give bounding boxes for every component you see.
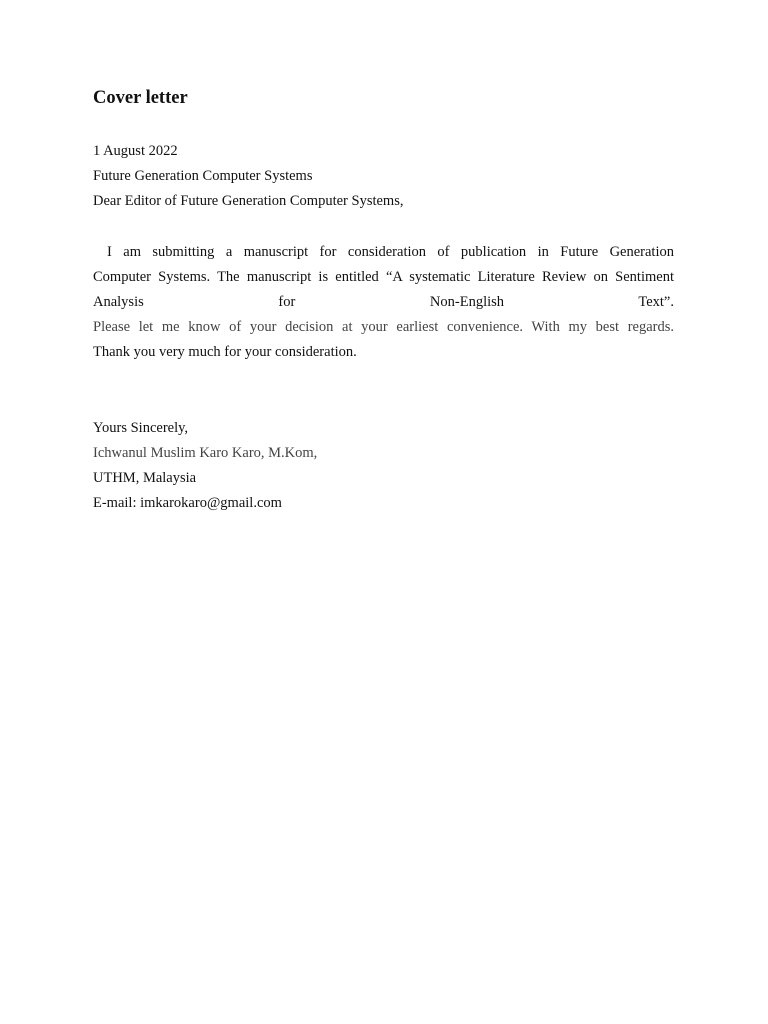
author-name: Ichwanul Muslim Karo Karo, M.Kom, xyxy=(93,444,318,461)
body-line-4: Please let me know of your decision at your earliest convenience. With my best regards. xyxy=(93,319,674,336)
salutation: Dear Editor of Future Generation Computer Systems, xyxy=(93,193,404,210)
journal-name: Future Generation Computer Systems xyxy=(93,168,313,185)
body-line-5: Thank you very much for your consideration. xyxy=(93,344,357,361)
signature-block xyxy=(93,416,674,517)
letter-date: 1 August 2022 xyxy=(93,143,178,159)
letter-header xyxy=(93,139,674,215)
body-line-3: Analysis for Non-English Text”. xyxy=(93,294,674,311)
letter-body xyxy=(93,240,674,366)
affiliation: UTHM, Malaysia xyxy=(93,470,197,487)
letter-page xyxy=(93,86,674,516)
closing: Yours Sincerely, xyxy=(93,419,189,436)
body-line-1: I am submitting a manuscript for consideration of publication in Future Generation xyxy=(107,243,674,260)
body-line-2: Computer Systems. The manuscript is entitled “A systematic Literature Review on Sentiment xyxy=(93,268,674,285)
letter-title: Cover letter xyxy=(93,88,188,108)
email-line: E-mail: imkarokaro@gmail.com xyxy=(93,495,282,512)
